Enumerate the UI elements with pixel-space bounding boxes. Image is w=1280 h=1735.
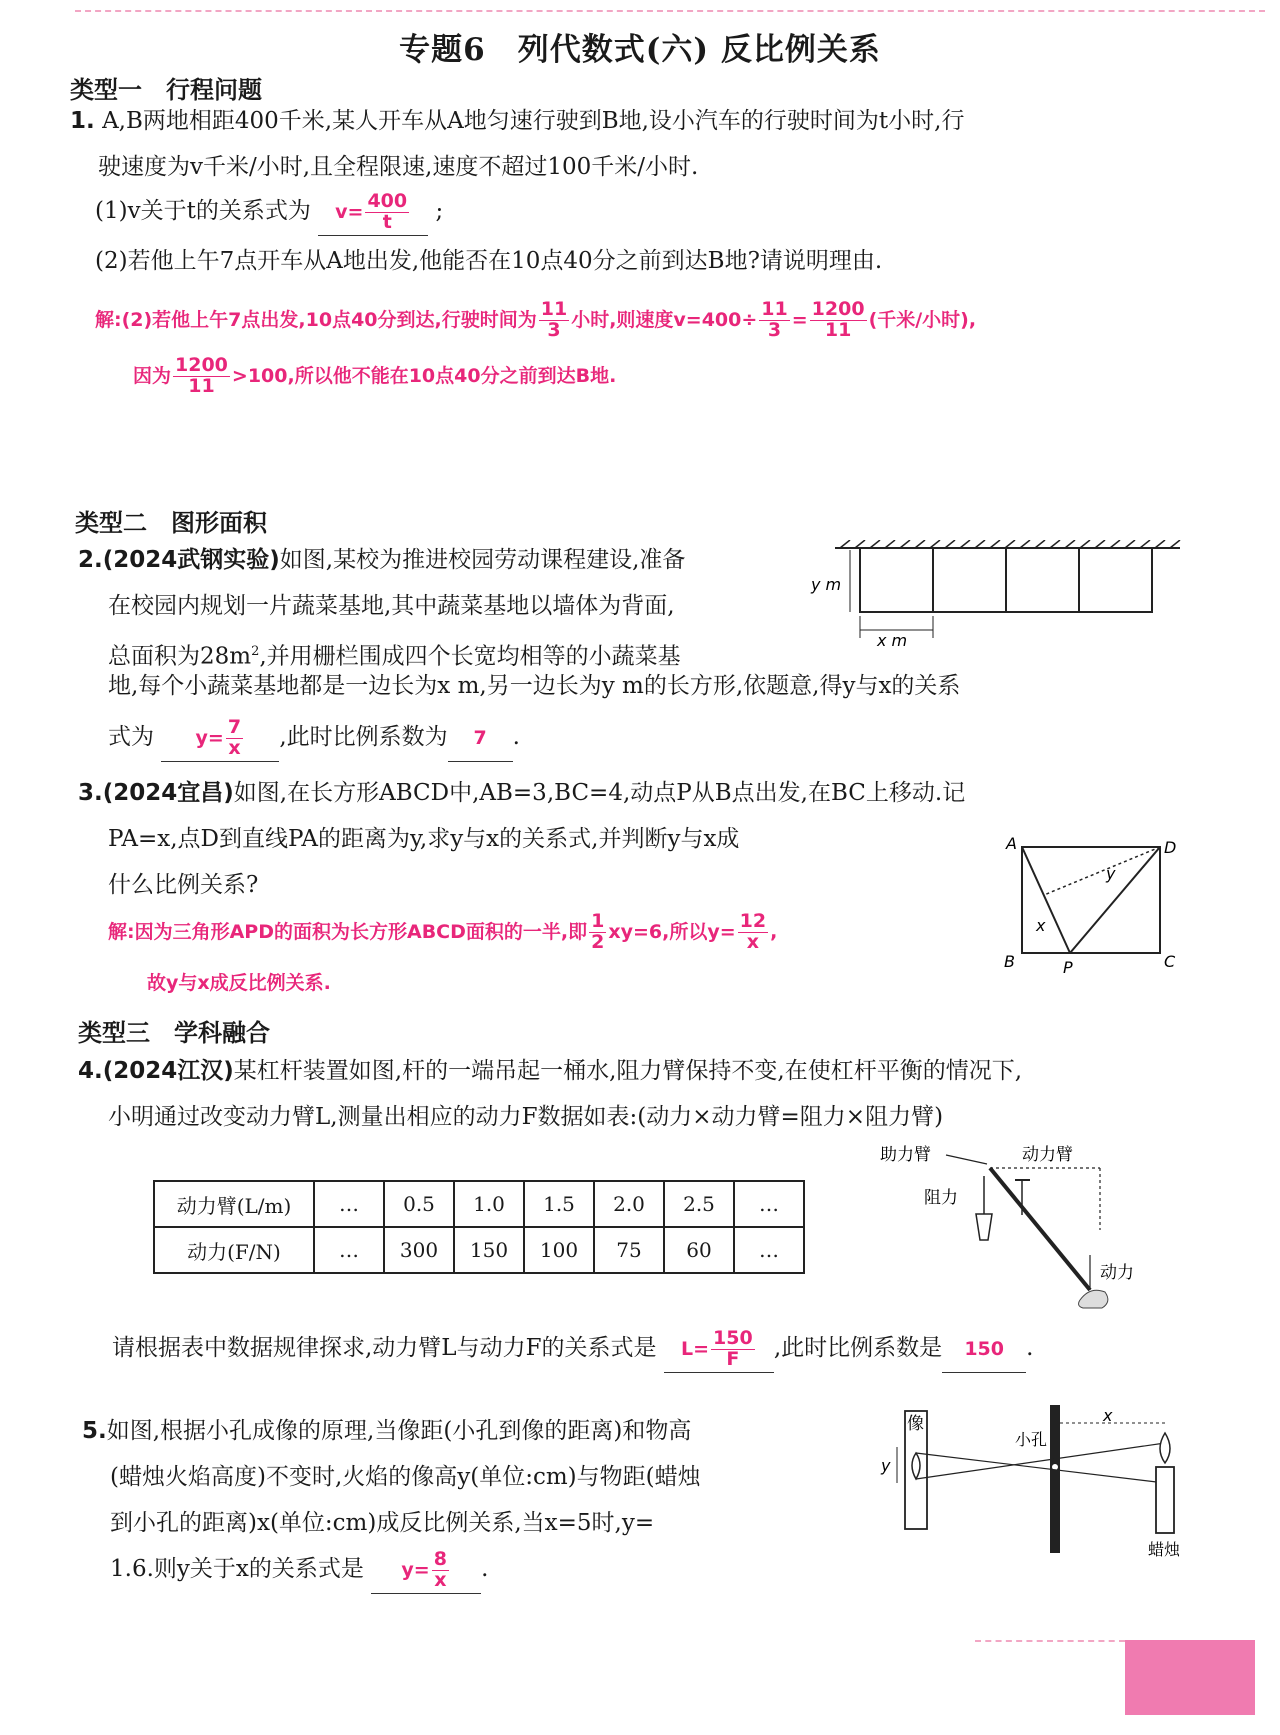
table-row [154, 1181, 804, 1227]
q3-line1: 如图,在长方形ABCD中,AB=3,BC=4,动点P从B点出发,在BC上移动.记 [233, 780, 966, 806]
segment-pd [1070, 847, 1160, 953]
numerator: 400 [367, 190, 408, 213]
answer-lhs: y= [195, 727, 224, 749]
denominator: 3 [547, 318, 561, 341]
q2-line3b: ,并用栅栏围成四个长宽均相等的小蔬菜基 [259, 643, 681, 670]
q1-solution-line2 [133, 356, 616, 397]
label-d: D [1164, 838, 1177, 857]
q5-line3: 到小孔的距离)x(单位:cm)成反比例关系,当x=5时,y= [110, 1510, 655, 1536]
lever-diagram [880, 1140, 1150, 1310]
answer-fraction [365, 192, 409, 233]
table-cell: 60 [664, 1227, 734, 1273]
label-image: 像 [907, 1414, 924, 1434]
solution-text: >100,所以他不能在10点40分之前到达B地. [231, 364, 617, 387]
label-power-arm: 动力臂 [1022, 1145, 1073, 1165]
numerator: 1 [591, 910, 605, 932]
q1-part1-answer-blank [318, 189, 428, 236]
solution-text: xy=6,所以y= [608, 920, 736, 943]
q2-coefficient-blank: 7 [448, 715, 513, 762]
table-cell: … [734, 1227, 804, 1273]
q4-line2: 小明通过改变动力臂L,测量出相应的动力F数据如表:(动力×动力臂=阻力×阻力臂) [108, 1104, 944, 1130]
fraction [738, 912, 768, 953]
table-cell: 100 [524, 1227, 594, 1273]
table-cell: 动力(F/N) [154, 1227, 314, 1273]
pinhole-board [1050, 1405, 1060, 1553]
denominator: 3 [767, 318, 782, 341]
answer-fraction [226, 718, 243, 759]
numerator: 7 [227, 716, 242, 739]
label-c: C [1164, 952, 1176, 971]
label-resistance-arm: 助力臂 [880, 1145, 931, 1165]
q1-part1-text: (1)v关于t的关系式为 [95, 198, 311, 224]
question-number: 1. [70, 108, 95, 134]
q2-line5b: ,此时比例系数为 [279, 724, 448, 750]
denominator: x [746, 930, 760, 953]
denominator: t [382, 211, 392, 233]
table-cell: 1.0 [454, 1181, 524, 1227]
fraction [589, 912, 606, 953]
answer-lhs: L= [681, 1338, 710, 1360]
numerator: 8 [433, 1548, 447, 1571]
solution-text: (千米/小时), [868, 308, 977, 331]
denominator: F [726, 1348, 740, 1370]
light-ray [916, 1453, 1165, 1483]
inverted-flame-icon [912, 1453, 920, 1479]
q2-line1: 如图,某校为推进校园劳动课程建设,准备 [279, 547, 686, 573]
q1-line2: 驶速度为v千米/小时,且全程限速,速度不超过100千米/小时. [98, 154, 699, 180]
label-p: P [1063, 958, 1073, 975]
candle-icon [1156, 1467, 1174, 1533]
table-cell: … [314, 1181, 384, 1227]
question-source: (2024宜昌) [102, 780, 234, 806]
bucket-icon [976, 1214, 992, 1240]
rectangle-abcd-diagram [1000, 835, 1195, 975]
x-dimension-label: x m [877, 631, 908, 650]
question-number: 5. [82, 1418, 107, 1444]
denominator: 11 [824, 318, 852, 341]
q3-solution-line1 [108, 912, 777, 953]
question-number: 2. [78, 547, 103, 573]
answer-lhs: v= [335, 201, 364, 223]
label-x: x [1036, 916, 1046, 935]
denominator: 11 [188, 374, 215, 397]
fraction [173, 356, 230, 397]
answer-fraction [711, 1329, 755, 1370]
q1-line1: A,B两地相距400千米,某人开车从A地匀速行驶到B地,设小汽车的行驶时间为t小时,行 [102, 108, 965, 134]
q5-answer-line [110, 1546, 488, 1594]
denominator: x [434, 1569, 447, 1591]
q4-line3b: ,此时比例系数是 [773, 1335, 943, 1361]
q1-part1 [95, 188, 443, 236]
superscript: 2 [251, 644, 260, 659]
pinhole-camera-diagram [875, 1405, 1195, 1560]
table-cell: 75 [594, 1227, 664, 1273]
period: . [1026, 1335, 1034, 1361]
q2-line2: 在校园内规划一片蔬菜基地,其中蔬菜基地以墙体为背面, [108, 593, 675, 619]
q3-line2: PA=x,点D到直线PA的距离为y,求y与x的关系式,并判断y与x成 [108, 826, 740, 852]
section-heading-2: 类型二 图形面积 [75, 509, 267, 537]
fraction [759, 300, 789, 341]
fraction [810, 300, 867, 341]
flame-icon [1160, 1433, 1170, 1463]
label-candle: 蜡烛 [1148, 1540, 1181, 1559]
footer-accent-block [1125, 1640, 1255, 1715]
q1-part2: (2)若他上午7点开车从A地出发,他能否在10点40分之前到达B地?请说明理由. [95, 248, 883, 274]
table-cell: … [314, 1227, 384, 1273]
table-cell: 0.5 [384, 1181, 454, 1227]
table-cell: 150 [454, 1227, 524, 1273]
question-2 [78, 537, 818, 680]
numerator: 11 [540, 298, 568, 320]
q4-line1: 某杠杆装置如图,杆的一端吊起一桶水,阻力臂保持不变,在使杠杆平衡的情况下, [233, 1058, 1023, 1084]
force-arm-table [153, 1180, 805, 1274]
footer-dashed-line [975, 1640, 1125, 1642]
perpendicular-dashed [1044, 847, 1160, 895]
q5-line4a: 1.6.则y关于x的关系式是 [110, 1556, 364, 1582]
solution-text: 解:因为三角形APD的面积为长方形ABCD面积的一半,即 [108, 920, 588, 943]
question-number: 4. [78, 1058, 103, 1084]
solution-text: 因为 [133, 364, 172, 387]
q4-line3a: 请根据表中数据规律探求,动力臂L与动力F的关系式是 [112, 1335, 657, 1361]
period: . [512, 724, 520, 750]
period: . [481, 1556, 489, 1582]
question-source: (2024武钢实验) [102, 547, 280, 573]
q2-line5a: 式为 [108, 724, 154, 750]
label-b: B [1004, 952, 1015, 971]
solution-text: 小时,则速度v=400÷ [571, 308, 758, 331]
denominator: x [228, 737, 241, 759]
table-cell: 2.0 [594, 1181, 664, 1227]
segment-pa [1022, 847, 1070, 953]
numerator: 1200 [811, 298, 865, 320]
q2-line4: 地,每个小蔬菜基地都是一边长为x m,另一边长为y m的长方形,依题意,得y与x的关系 [108, 673, 961, 699]
section-heading-3: 类型三 学科融合 [78, 1019, 270, 1047]
y-dimension-label: y m [811, 575, 842, 594]
question-5 [82, 1408, 842, 1546]
wall-hatching [840, 540, 1180, 548]
garden-diagram [805, 540, 1195, 650]
q2-line3a: 总面积为28m [108, 643, 252, 670]
numerator: 1200 [175, 354, 228, 376]
answer-lhs: y= [401, 1559, 430, 1581]
q1-part1-suffix: ; [435, 198, 444, 224]
solution-text: = [791, 308, 808, 331]
top-dashed-border [75, 10, 1265, 12]
table-cell: 300 [384, 1227, 454, 1273]
pointer-line [946, 1155, 987, 1164]
q5-line1: 如图,根据小孔成像的原理,当像距(小孔到像的距离)和物高 [106, 1418, 692, 1444]
numerator: 12 [739, 910, 767, 932]
numerator: 11 [761, 298, 788, 320]
question-source: (2024江汉) [102, 1058, 234, 1084]
page-title: 专题6 列代数式(六) 反比例关系 [399, 32, 881, 68]
hand-icon [1079, 1290, 1108, 1308]
label-resistance: 阻力 [924, 1188, 958, 1208]
table-cell: … [734, 1181, 804, 1227]
solution-text: , [770, 920, 778, 943]
plots [860, 548, 1152, 612]
q5-line2: (蜡烛火焰高度)不变时,火焰的像高y(单位:cm)与物距(蜡烛 [110, 1464, 701, 1490]
question-number: 3. [78, 780, 103, 806]
label-y: y [881, 1456, 891, 1475]
table-cell: 1.5 [524, 1181, 594, 1227]
label-y: y [1106, 864, 1116, 883]
question-1 [70, 98, 1210, 190]
label-a: A [1006, 835, 1017, 853]
q1-solution-line1 [95, 300, 976, 341]
label-x: x [1103, 1406, 1113, 1425]
table-cell: 动力臂(L/m) [154, 1181, 314, 1227]
label-force: 动力 [1100, 1263, 1134, 1283]
denominator: 2 [591, 930, 605, 953]
rectangle-abcd [1022, 847, 1160, 953]
q2-answer-blank [161, 715, 279, 762]
section-heading-1: 类型一 行程问题 [70, 76, 262, 104]
q4-answer-blank [664, 1326, 774, 1373]
question-4 [78, 1048, 1228, 1140]
q4-answer-line [112, 1325, 1033, 1373]
table-cell: 2.5 [664, 1181, 734, 1227]
solution-text: 解:(2)若他上午7点出发,10点40分到达,行驶时间为 [95, 308, 537, 331]
label-pinhole: 小孔 [1015, 1430, 1048, 1449]
table-row [154, 1227, 804, 1273]
numerator: 150 [713, 1327, 753, 1350]
lever-bar [990, 1168, 1090, 1290]
answer-fraction [432, 1550, 449, 1591]
q2-line5 [108, 714, 520, 762]
q4-coefficient-blank: 150 [942, 1326, 1026, 1373]
q3-line3: 什么比例关系? [108, 872, 259, 898]
q5-answer-blank [371, 1547, 481, 1594]
q3-solution-line2: 故y与x成反比例关系. [147, 972, 331, 994]
fraction [539, 300, 569, 341]
